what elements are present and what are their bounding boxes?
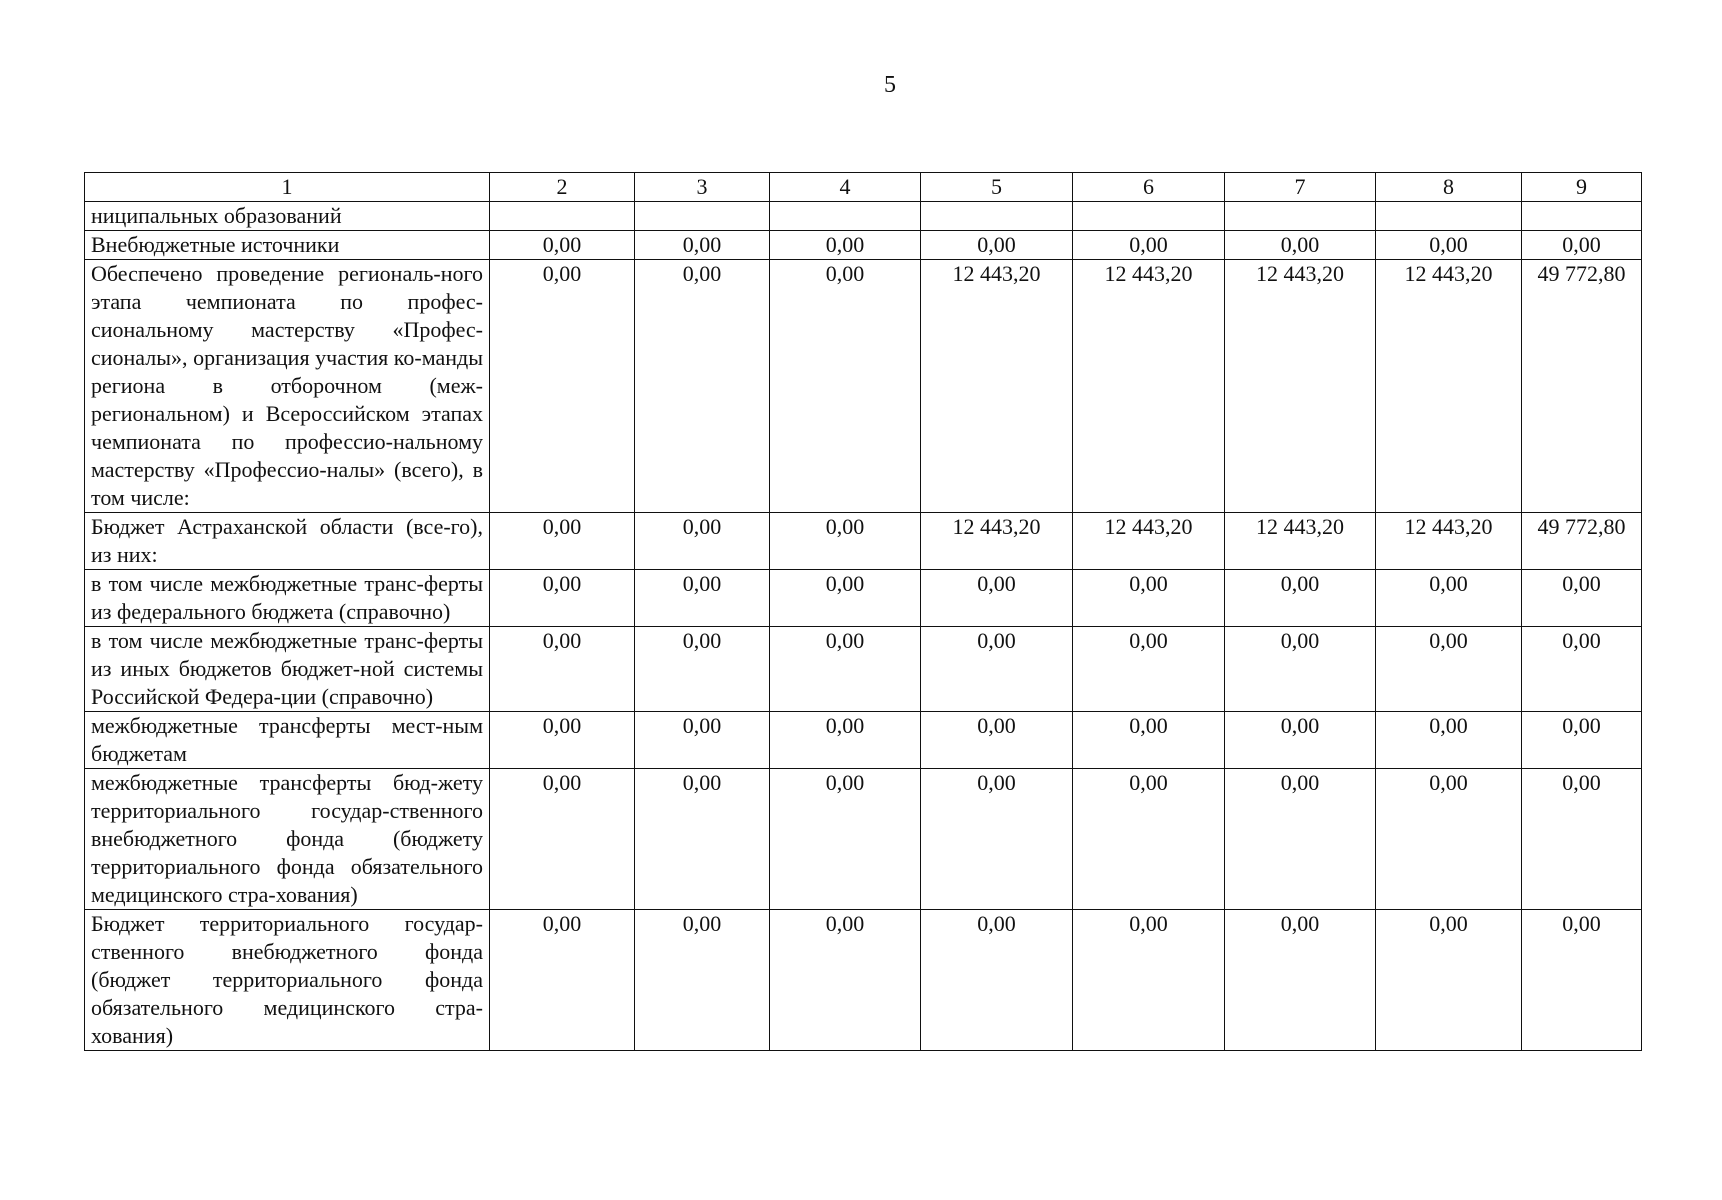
value-cell: 0,00 bbox=[1073, 769, 1225, 910]
value-cell: 0,00 bbox=[921, 231, 1073, 260]
column-number-row bbox=[85, 173, 1642, 202]
value-cell: 49 772,80 bbox=[1522, 260, 1642, 513]
value-cell: 0,00 bbox=[1073, 627, 1225, 712]
value-cell: 0,00 bbox=[490, 769, 635, 910]
value-cell: 0,00 bbox=[1376, 769, 1522, 910]
value-cell: 0,00 bbox=[635, 513, 770, 570]
value-cell: 12 443,20 bbox=[1376, 260, 1522, 513]
column-header: 9 bbox=[1522, 173, 1642, 202]
value-cell: 0,00 bbox=[1073, 570, 1225, 627]
row-label: межбюджетные трансферты мест-ным бюджетам bbox=[85, 712, 490, 769]
budget-table bbox=[84, 172, 1642, 1051]
value-cell: 0,00 bbox=[1225, 231, 1376, 260]
value-cell: 0,00 bbox=[770, 769, 921, 910]
value-cell: 0,00 bbox=[1522, 570, 1642, 627]
value-cell: 0,00 bbox=[1522, 231, 1642, 260]
table-row bbox=[85, 260, 1642, 513]
value-cell: 12 443,20 bbox=[1073, 260, 1225, 513]
value-cell bbox=[1225, 202, 1376, 231]
table-row bbox=[85, 570, 1642, 627]
row-label: в том числе межбюджетные транс-ферты из федерального бюджета (справочно) bbox=[85, 570, 490, 627]
column-header: 3 bbox=[635, 173, 770, 202]
table-row bbox=[85, 769, 1642, 910]
value-cell: 0,00 bbox=[921, 910, 1073, 1051]
value-cell: 0,00 bbox=[1522, 712, 1642, 769]
value-cell: 0,00 bbox=[490, 910, 635, 1051]
value-cell: 0,00 bbox=[1225, 910, 1376, 1051]
value-cell: 0,00 bbox=[635, 769, 770, 910]
row-label: Бюджет территориального государ-ственного внебюджетного фонда (бюджет территориального фонда обязательного медицинского стра-хования) bbox=[85, 910, 490, 1051]
value-cell: 0,00 bbox=[1225, 627, 1376, 712]
table-row bbox=[85, 627, 1642, 712]
value-cell: 0,00 bbox=[635, 570, 770, 627]
value-cell: 0,00 bbox=[1073, 910, 1225, 1051]
row-label: Бюджет Астраханской области (все-го), из них: bbox=[85, 513, 490, 570]
value-cell: 12 443,20 bbox=[1225, 513, 1376, 570]
value-cell: 0,00 bbox=[1376, 231, 1522, 260]
column-header: 8 bbox=[1376, 173, 1522, 202]
value-cell bbox=[921, 202, 1073, 231]
value-cell: 0,00 bbox=[635, 260, 770, 513]
value-cell: 12 443,20 bbox=[1376, 513, 1522, 570]
column-header: 2 bbox=[490, 173, 635, 202]
value-cell: 0,00 bbox=[1522, 910, 1642, 1051]
value-cell: 0,00 bbox=[490, 513, 635, 570]
value-cell: 0,00 bbox=[921, 712, 1073, 769]
value-cell: 0,00 bbox=[1073, 712, 1225, 769]
column-header: 6 bbox=[1073, 173, 1225, 202]
value-cell: 0,00 bbox=[490, 627, 635, 712]
value-cell: 0,00 bbox=[770, 231, 921, 260]
value-cell bbox=[770, 202, 921, 231]
value-cell bbox=[1073, 202, 1225, 231]
value-cell: 12 443,20 bbox=[1225, 260, 1376, 513]
value-cell: 0,00 bbox=[770, 627, 921, 712]
value-cell: 0,00 bbox=[921, 570, 1073, 627]
value-cell: 0,00 bbox=[490, 712, 635, 769]
column-header: 4 bbox=[770, 173, 921, 202]
value-cell: 0,00 bbox=[635, 231, 770, 260]
value-cell: 0,00 bbox=[770, 260, 921, 513]
value-cell: 12 443,20 bbox=[921, 260, 1073, 513]
value-cell: 0,00 bbox=[921, 769, 1073, 910]
value-cell: 0,00 bbox=[1522, 769, 1642, 910]
table-row bbox=[85, 202, 1642, 231]
value-cell: 12 443,20 bbox=[1073, 513, 1225, 570]
column-header: 5 bbox=[921, 173, 1073, 202]
table-row bbox=[85, 910, 1642, 1051]
value-cell: 0,00 bbox=[1376, 910, 1522, 1051]
value-cell: 0,00 bbox=[770, 910, 921, 1051]
value-cell: 0,00 bbox=[1376, 712, 1522, 769]
value-cell: 0,00 bbox=[635, 627, 770, 712]
value-cell: 0,00 bbox=[1073, 231, 1225, 260]
value-cell: 0,00 bbox=[1225, 769, 1376, 910]
value-cell: 0,00 bbox=[1376, 627, 1522, 712]
row-label: в том числе межбюджетные транс-ферты из иных бюджетов бюджет-ной системы Российской Федера-ции (справочно) bbox=[85, 627, 490, 712]
value-cell: 0,00 bbox=[770, 712, 921, 769]
value-cell: 0,00 bbox=[1376, 570, 1522, 627]
column-header: 1 bbox=[85, 173, 490, 202]
page-number: 5 bbox=[884, 72, 896, 98]
value-cell bbox=[635, 202, 770, 231]
table-row bbox=[85, 513, 1642, 570]
value-cell: 0,00 bbox=[770, 570, 921, 627]
value-cell: 12 443,20 bbox=[921, 513, 1073, 570]
value-cell bbox=[490, 202, 635, 231]
row-label: Внебюджетные источники bbox=[85, 231, 490, 260]
row-label: Обеспечено проведение региональ-ного этапа чемпионата по профес-сиональному мастерству «Профес-сионалы», организация участия ко-манды региона в отборочном (меж-региональном) и Всероссийском этапах чемпионата по профессио-нальному мастерству «Профессио-налы» (всего), в том числе: bbox=[85, 260, 490, 513]
value-cell: 0,00 bbox=[1225, 570, 1376, 627]
value-cell bbox=[1376, 202, 1522, 231]
value-cell: 0,00 bbox=[490, 570, 635, 627]
row-label: ниципальных образований bbox=[85, 202, 490, 231]
value-cell: 49 772,80 bbox=[1522, 513, 1642, 570]
table-row bbox=[85, 712, 1642, 769]
value-cell: 0,00 bbox=[1522, 627, 1642, 712]
column-header: 7 bbox=[1225, 173, 1376, 202]
value-cell: 0,00 bbox=[1225, 712, 1376, 769]
value-cell: 0,00 bbox=[921, 627, 1073, 712]
value-cell: 0,00 bbox=[490, 260, 635, 513]
row-label: межбюджетные трансферты бюд-жету территориального государ-ственного внебюджетного фонда (бюджету территориального фонда обязательного медицинского стра-хования) bbox=[85, 769, 490, 910]
value-cell: 0,00 bbox=[635, 712, 770, 769]
table-row bbox=[85, 231, 1642, 260]
value-cell bbox=[1522, 202, 1642, 231]
value-cell: 0,00 bbox=[635, 910, 770, 1051]
value-cell: 0,00 bbox=[490, 231, 635, 260]
value-cell: 0,00 bbox=[770, 513, 921, 570]
